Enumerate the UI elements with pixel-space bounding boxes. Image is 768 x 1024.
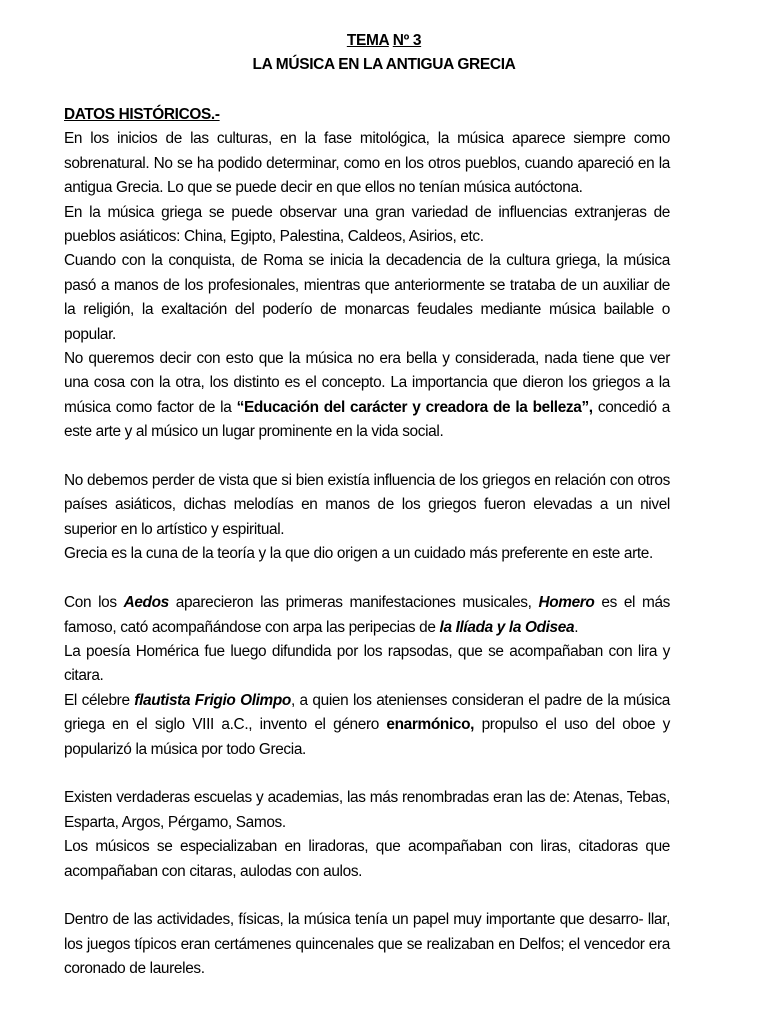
- topic-number: [0, 29, 768, 53]
- paragraph-gap: [64, 762, 670, 786]
- paragraph-4-emphasis: “Educación del carácter y creadora de la belleza”,: [236, 398, 593, 416]
- paragraph-11: Los músicos se especializaban en liradoras, que acompañaban con liras, citadoras que acompañaban con citaras, aulodas con aulos.: [64, 838, 670, 880]
- paragraph-3: Cuando con la conquista, de Roma se inicia la decadencia de la cultura griega, la música pasó a manos de los profesionales, mientras que anteriormente se trataba de un auxiliar de la religión, la exaltación del poderío de monarcas feudales mediante música bailable o popular.: [64, 252, 670, 343]
- works-term: la Ilíada y la Odisea: [439, 618, 575, 636]
- paragraph-7-text-d: .: [574, 618, 579, 636]
- paragraph-9: [64, 689, 670, 762]
- paragraph-7-text-a: Con los: [64, 594, 124, 612]
- paragraph-12: Dentro de las actividades, físicas, la música tenía un papel muy importante que desarro- llar, los juegos típicos eran certámenes quincenales que se realizaban en Delfos; el vencedor era coronado de laureles.: [64, 911, 670, 978]
- paragraph-4-text-a: No queremos decir con esto que la música no era bella y considerada, nada tiene que ver una cosa con la otra, los distinto es el concepto. La importancia que dieron los griegos a la música como factor de la: [64, 350, 670, 416]
- paragraph-4: [64, 347, 670, 445]
- section-title: DATOS HISTÓRICOS.-: [64, 106, 220, 123]
- enarmonico-term: enarmónico,: [386, 716, 475, 734]
- olimpo-term: flautista Frigio Olimpo: [134, 691, 291, 709]
- paragraph-7-text-c: es el más famoso, cató acompañándose con arpa las peripecias de: [64, 594, 670, 636]
- document-header: [0, 29, 768, 77]
- paragraph-10: Existen verdaderas escuelas y academias, las más renombradas eran las de: Atenas, Tebas, Esparta, Argos, Pérgamo, Samos.: [64, 789, 670, 831]
- paragraph-gap: [64, 445, 670, 469]
- paragraph-9-text-c: propulso el uso del oboe y popularizó la música por todo Grecia.: [64, 716, 670, 758]
- topic-word: TEMA: [346, 32, 389, 49]
- paragraph-1: En los inicios de las culturas, en la fase mitológica, la música aparece siempre como sobrenatural. No se ha podido determinar, como en los otros pueblos, cuando apareció en la antigua Grecia. Lo que se puede decir en que ellos no tenían música autóctona.: [64, 130, 670, 197]
- paragraph-2: En la música griega se puede observar una gran variedad de influencias extranjeras de pueblos asiáticos: China, Egipto, Palestina, Caldeos, Asirios, etc.: [64, 203, 670, 246]
- paragraph-8: La poesía Homérica fue luego difundida por los rapsodas, que se acompañaban con lira y citara.: [64, 642, 670, 685]
- topic-number-value: Nº 3: [392, 32, 422, 49]
- homero-term: Homero: [538, 594, 595, 612]
- paragraph-gap: [64, 567, 670, 591]
- paragraph-9-text-b: , a quien los atenienses consideran el padre de la música griega en el siglo VIII a.C., invento el género: [64, 691, 670, 734]
- document-title: LA MÚSICA EN LA ANTIGUA GRECIA: [252, 56, 516, 73]
- paragraph-5: No debemos perder de vista que si bien existía influencia de los griegos en relación con otros países asiáticos, dichas melodías en manos de los griegos fueron elevadas a un nivel superior en lo artístico y espiritual.: [64, 472, 670, 538]
- document-body: [64, 103, 670, 982]
- paragraph-9-text-a: El célebre: [64, 691, 135, 709]
- paragraph-gap: [64, 884, 670, 908]
- paragraph-7-text-b: aparecieron las primeras manifestaciones musicales,: [168, 594, 539, 612]
- paragraph-4-text-b: concedió a este arte y al músico un lugar prominente en la vida social.: [64, 398, 670, 441]
- paragraph-7: [64, 591, 670, 640]
- aedos-term: Aedos: [123, 594, 169, 612]
- paragraph-6: Grecia es la cuna de la teoría y la que dio origen a un cuidado más preferente en este arte.: [64, 545, 653, 563]
